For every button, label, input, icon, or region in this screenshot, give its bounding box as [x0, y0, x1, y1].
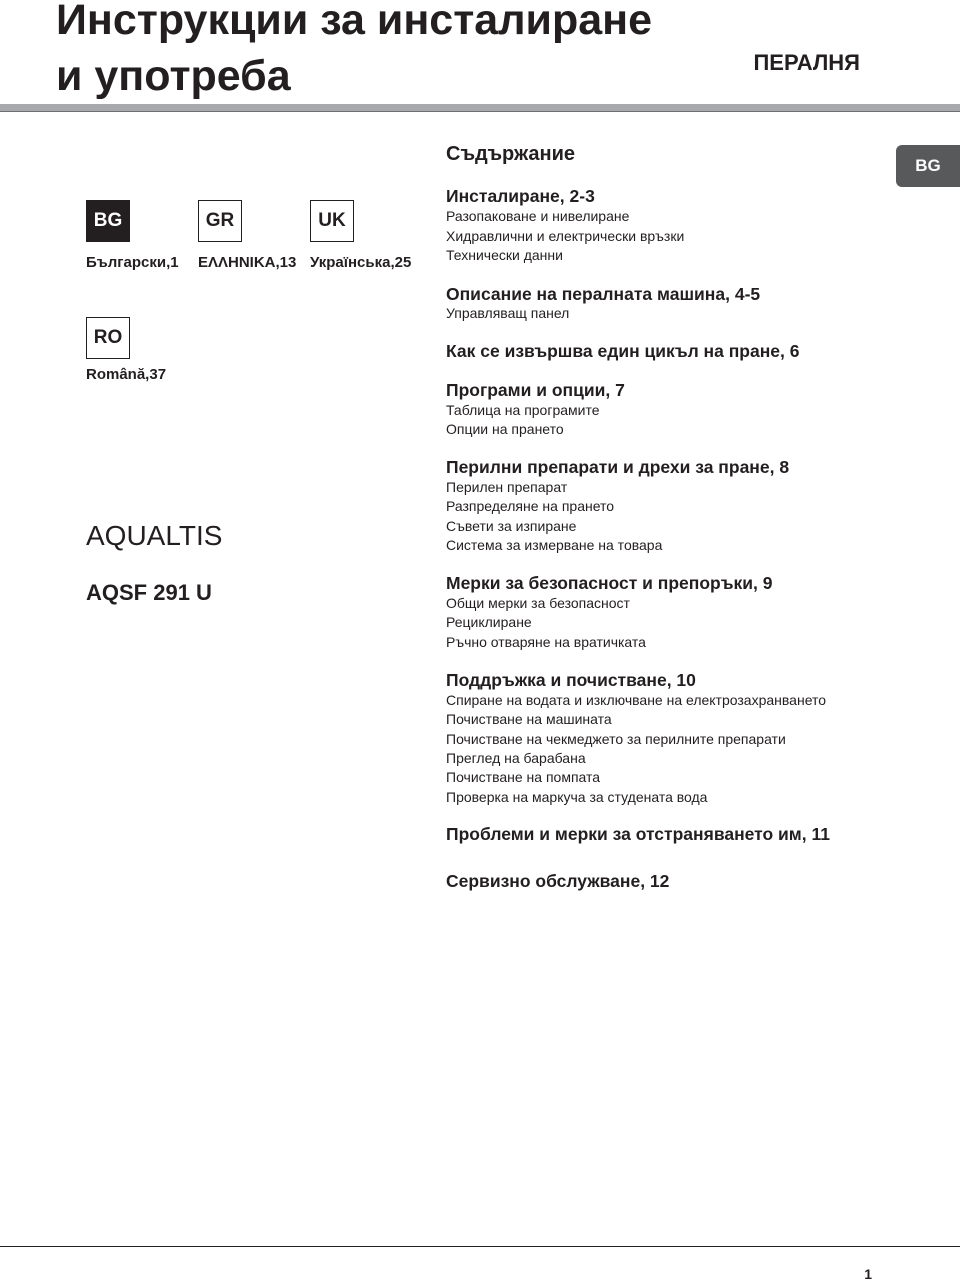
- toc-item: Перилен препарат: [446, 479, 568, 495]
- title-line-2: и употреба: [56, 52, 291, 100]
- title-line-1: Инструкции за инсталиране: [56, 0, 653, 44]
- footer-divider: [0, 1246, 960, 1247]
- toc-item: Преглед на барабана: [446, 750, 586, 766]
- toc-item: Опции на прането: [446, 421, 564, 437]
- toc-title: Съдържание: [446, 143, 576, 165]
- language-side-tab: BG: [896, 145, 960, 187]
- lang-label-gr[interactable]: ΕΛΛΗΝΙΚΑ,13: [198, 254, 297, 271]
- toc-section-heading: Описание на пералната машина, 4-5: [446, 284, 761, 304]
- page-number: 1: [864, 1266, 872, 1282]
- toc-item: Разпределяне на прането: [446, 498, 615, 514]
- lang-box-ro[interactable]: RO: [86, 317, 130, 359]
- toc-section-heading: Перилни препарати и дрехи за пране, 8: [446, 457, 790, 477]
- toc-item: Разопаковане и нивелиране: [446, 208, 630, 224]
- lang-box-bg[interactable]: BG: [86, 200, 130, 242]
- toc-item: Съвети за изпиране: [446, 518, 577, 534]
- toc-section-heading: Проблеми и мерки за отстраняването им, 11: [446, 824, 830, 844]
- toc-item: Почистване на машината: [446, 711, 612, 727]
- toc-item: Рециклиране: [446, 614, 532, 630]
- product-type-label: ПЕРАЛНЯ: [753, 50, 860, 75]
- lang-label-uk[interactable]: Українська,25: [310, 254, 412, 271]
- toc-item: Спиране на водата и изключване на електрозахранването: [446, 692, 827, 708]
- toc-item: Ръчно отваряне на вратичката: [446, 634, 646, 650]
- toc-section-heading: Програми и опции, 7: [446, 380, 625, 400]
- toc-section-heading: Сервизно обслужване, 12: [446, 871, 670, 891]
- toc-item: Общи мерки за безопасност: [446, 595, 630, 611]
- header-divider: [0, 104, 960, 111]
- page-title: [56, 0, 652, 104]
- model-number: AQSF 291 U: [86, 580, 212, 605]
- toc-item: Хидравлични и електрически връзки: [446, 228, 685, 244]
- toc-section-heading: Как се извършва един цикъл на пране, 6: [446, 341, 800, 361]
- lang-box-gr[interactable]: GR: [198, 200, 242, 242]
- toc-item: Почистване на чекмеджето за перилните препарати: [446, 731, 786, 747]
- toc-item: Технически данни: [446, 247, 563, 263]
- brand-name: AQUALTIS: [86, 520, 223, 551]
- toc-item: Управляващ панел: [446, 305, 570, 321]
- lang-box-uk[interactable]: UK: [310, 200, 354, 242]
- toc-item: Почистване на помпата: [446, 769, 601, 785]
- lang-label-ro[interactable]: Română,37: [86, 366, 167, 383]
- header-divider-line: [0, 111, 960, 112]
- toc-item: Проверка на маркуча за студената вода: [446, 789, 708, 805]
- toc-section-heading: Мерки за безопасност и препоръки, 9: [446, 573, 773, 593]
- toc-item: Система за измерване на товара: [446, 537, 663, 553]
- toc-item: Таблица на програмите: [446, 402, 600, 418]
- toc-section-heading: Инсталиране, 2-3: [446, 186, 595, 206]
- toc-section-heading: Поддръжка и почистване, 10: [446, 670, 696, 690]
- lang-label-bg[interactable]: Български,1: [86, 254, 179, 271]
